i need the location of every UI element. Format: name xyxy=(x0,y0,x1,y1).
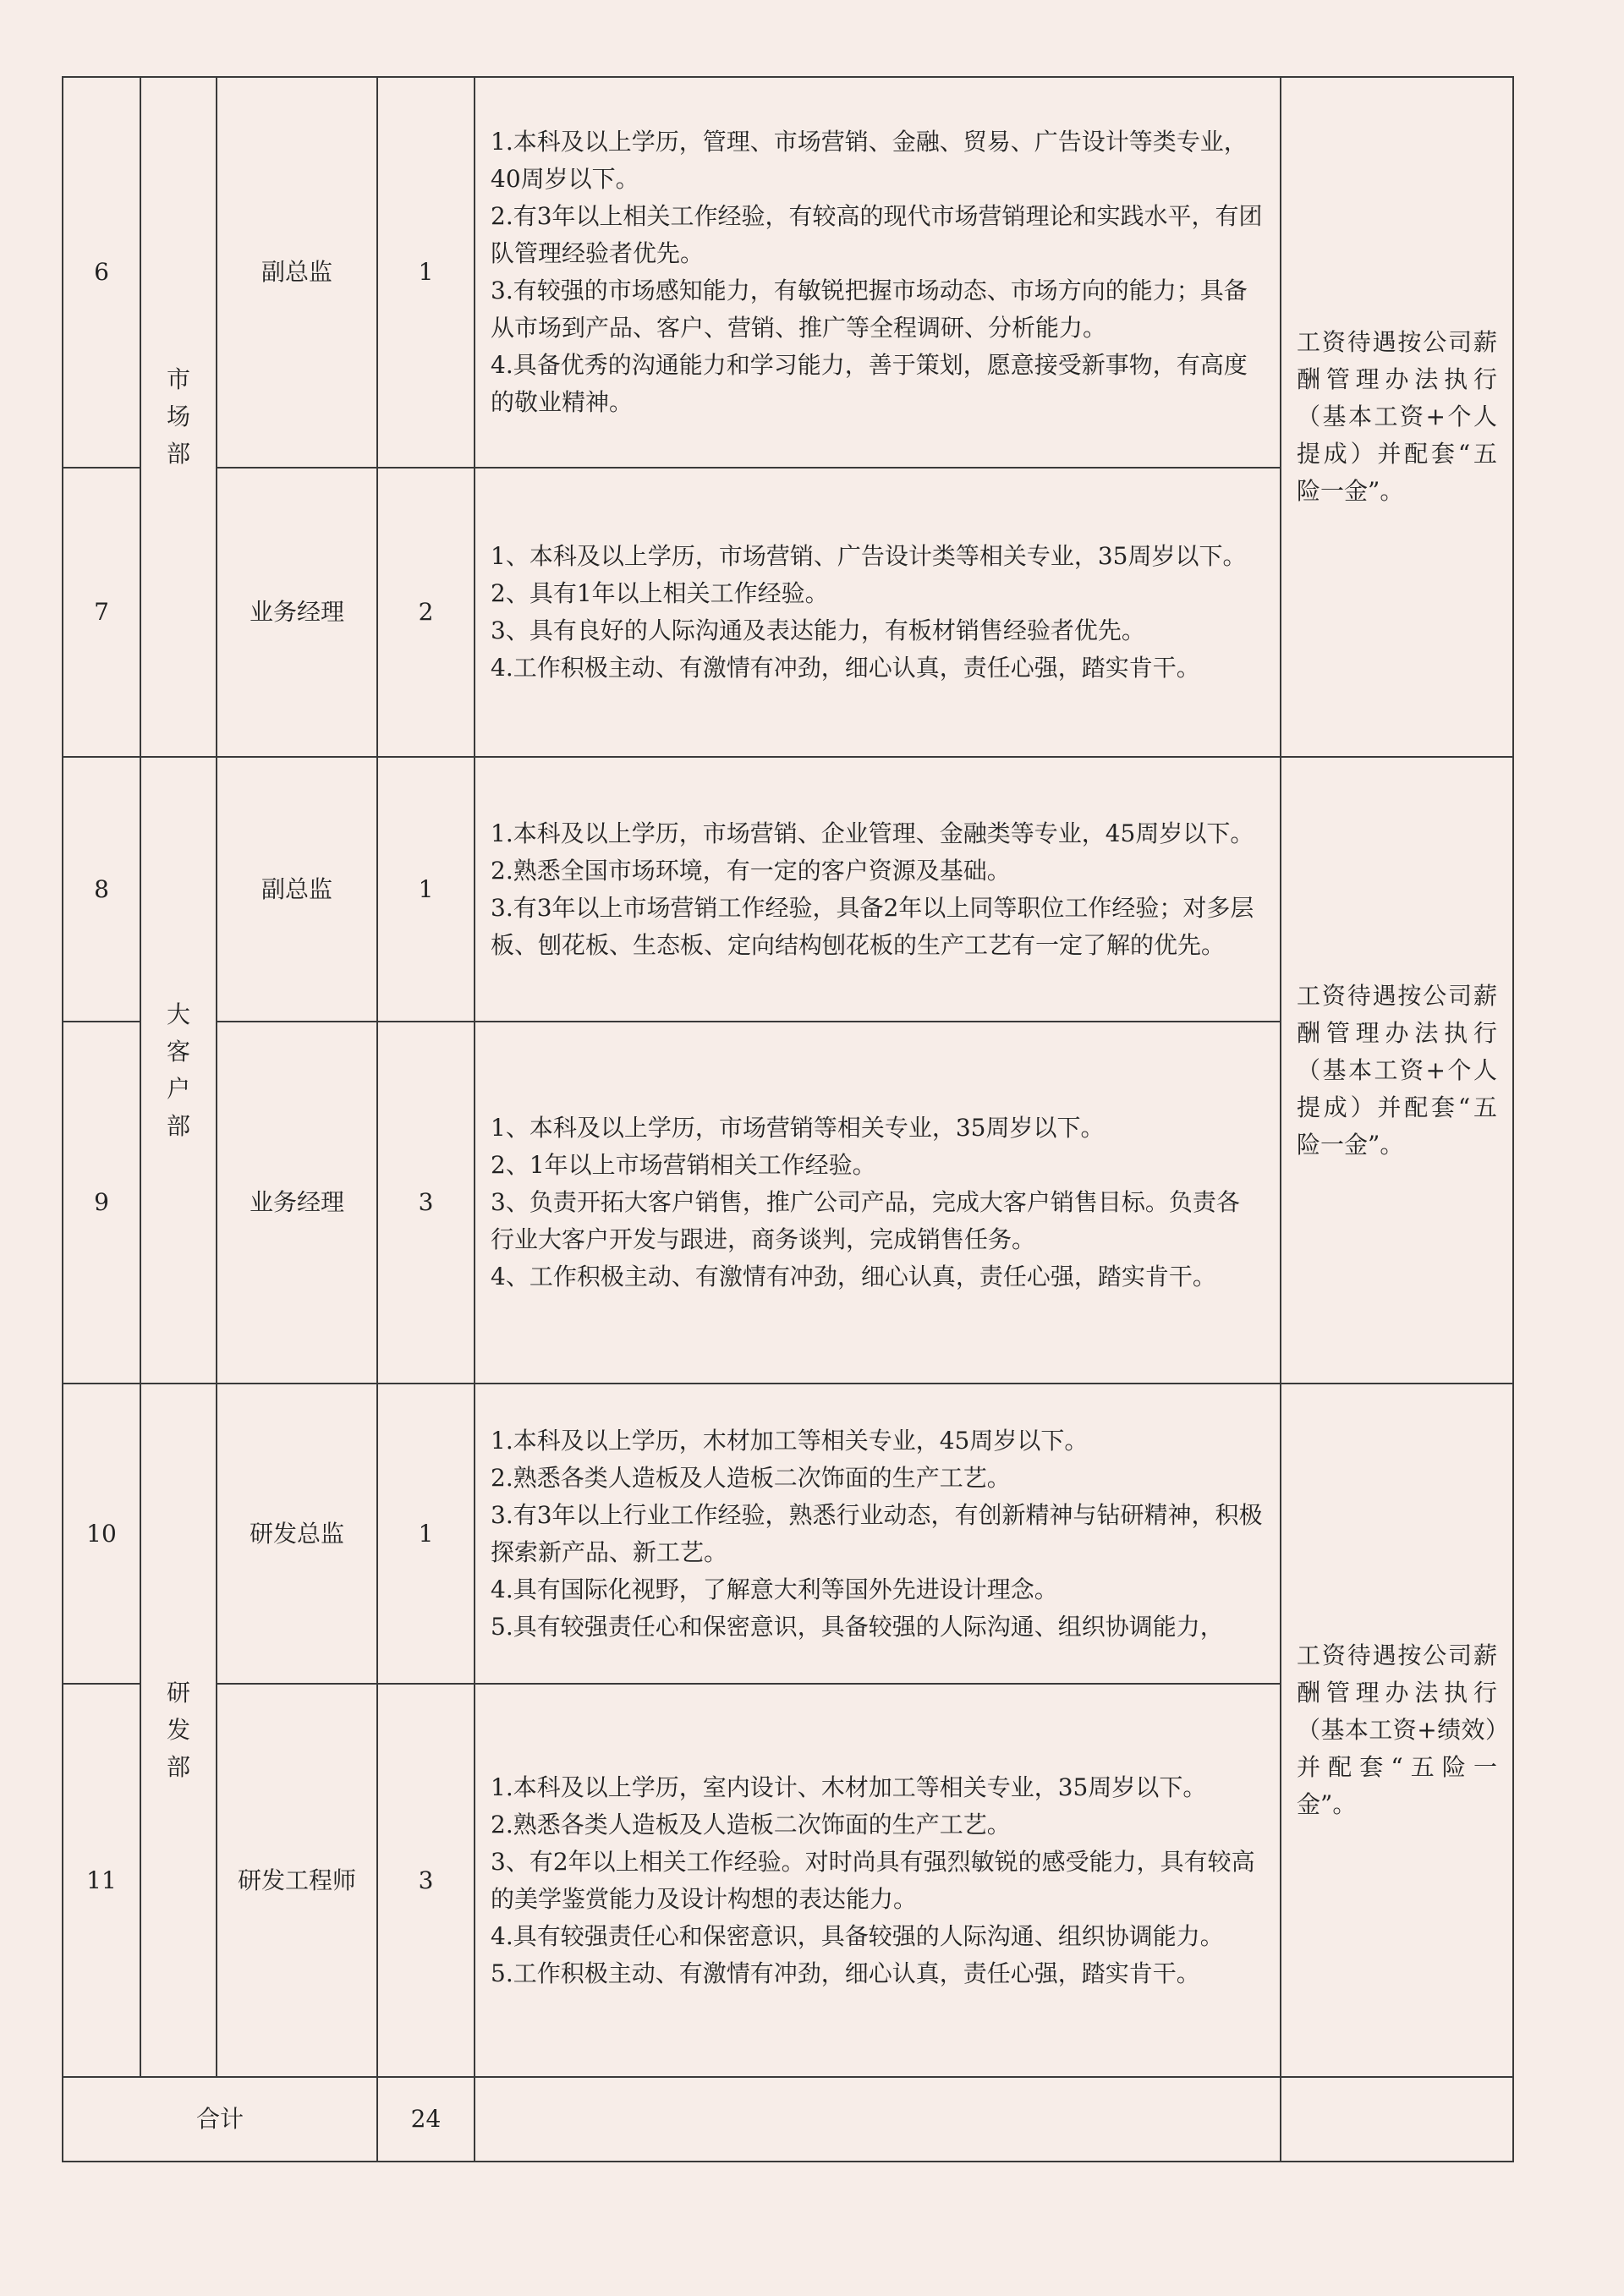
row-number: 8 xyxy=(63,757,140,1022)
headcount: 3 xyxy=(377,1684,475,2077)
table-row xyxy=(63,757,1513,1022)
position-name: 副总监 xyxy=(217,77,377,468)
headcount: 1 xyxy=(377,1384,475,1684)
salary-benefits: 工资待遇按公司薪酬管理办法执行（基本工资+个人提成）并配套“五险一金”。 xyxy=(1281,77,1513,757)
requirements: 1、本科及以上学历，市场营销、广告设计类等相关专业，35周岁以下。 2、具有1年以上相关工作经验。 3、具有良好的人际沟通及表达能力，有板材销售经验者优先。 4.工作积极主动、有激情有冲劲，细心认真，责任心强，踏实肯干。 xyxy=(475,468,1281,757)
requirements: 1.本科及以上学历，管理、市场营销、金融、贸易、广告设计等类专业，40周岁以下。 2.有3年以上相关工作经验，有较高的现代市场营销理论和实践水平，有团队管理经验者优先。 3.有较强的市场感知能力，有敏锐把握市场动态、市场方向的能力；具备从市场到产品、客户、营销、推广等全程调研、分析能力。 4.具备优秀的沟通能力和学习能力，善于策划，愿意接受新事物，有高度的敬业精神。 xyxy=(475,77,1281,468)
position-name: 研发工程师 xyxy=(217,1684,377,2077)
recruitment-table xyxy=(62,76,1514,2162)
position-name: 副总监 xyxy=(217,757,377,1022)
salary-benefits: 工资待遇按公司薪酬管理办法执行（基本工资+个人提成）并配套“五险一金”。 xyxy=(1281,757,1513,1384)
row-number: 11 xyxy=(63,1684,140,2077)
total-row xyxy=(63,2077,1513,2162)
headcount: 1 xyxy=(377,77,475,468)
row-number: 6 xyxy=(63,77,140,468)
row-number: 10 xyxy=(63,1384,140,1684)
table-row xyxy=(63,77,1513,468)
position-name: 业务经理 xyxy=(217,468,377,757)
table-row xyxy=(63,1384,1513,1684)
row-number: 9 xyxy=(63,1022,140,1384)
headcount: 2 xyxy=(377,468,475,757)
requirements: 1、本科及以上学历，市场营销等相关专业，35周岁以下。 2、1年以上市场营销相关工作经验。 3、负责开拓大客户销售，推广公司产品，完成大客户销售目标。负责各行业大客户开发与跟进，商务谈判，完成销售任务。 4、工作积极主动、有激情有冲劲，细心认真，责任心强，踏实肯干。 xyxy=(475,1022,1281,1384)
position-name: 业务经理 xyxy=(217,1022,377,1384)
requirements: 1.本科及以上学历，市场营销、企业管理、金融类等专业，45周岁以下。 2.熟悉全国市场环境，有一定的客户资源及基础。 3.有3年以上市场营销工作经验，具备2年以上同等职位工作经验；对多层板、刨花板、生态板、定向结构刨花板的生产工艺有一定了解的优先。 xyxy=(475,757,1281,1022)
empty-cell xyxy=(1281,2077,1513,2162)
department-rnd: 研 发 部 xyxy=(140,1384,217,2077)
empty-cell xyxy=(475,2077,1281,2162)
headcount: 1 xyxy=(377,757,475,1022)
total-count: 24 xyxy=(377,2077,475,2162)
position-name: 研发总监 xyxy=(217,1384,377,1684)
total-label: 合计 xyxy=(63,2077,377,2162)
requirements: 1.本科及以上学历，木材加工等相关专业，45周岁以下。 2.熟悉各类人造板及人造板二次饰面的生产工艺。 3.有3年以上行业工作经验，熟悉行业动态，有创新精神与钻研精神，积极探索新产品、新工艺。 4.具有国际化视野，了解意大利等国外先进设计理念。 5.具有较强责任心和保密意识，具备较强的人际沟通、组织协调能力， xyxy=(475,1384,1281,1684)
headcount: 3 xyxy=(377,1022,475,1384)
department-market: 市 场 部 xyxy=(140,77,217,757)
row-number: 7 xyxy=(63,468,140,757)
requirements: 1.本科及以上学历，室内设计、木材加工等相关专业，35周岁以下。 2.熟悉各类人造板及人造板二次饰面的生产工艺。 3、有2年以上相关工作经验。对时尚具有强烈敏锐的感受能力，具有较高的美学鉴赏能力及设计构想的表达能力。 4.具有较强责任心和保密意识，具备较强的人际沟通、组织协调能力。 5.工作积极主动、有激情有冲劲，细心认真，责任心强，踏实肯干。 xyxy=(475,1684,1281,2077)
salary-benefits: 工资待遇按公司薪酬管理办法执行（基本工资+绩效）并配套“五险一金”。 xyxy=(1281,1384,1513,2077)
department-key-account: 大 客 户 部 xyxy=(140,757,217,1384)
